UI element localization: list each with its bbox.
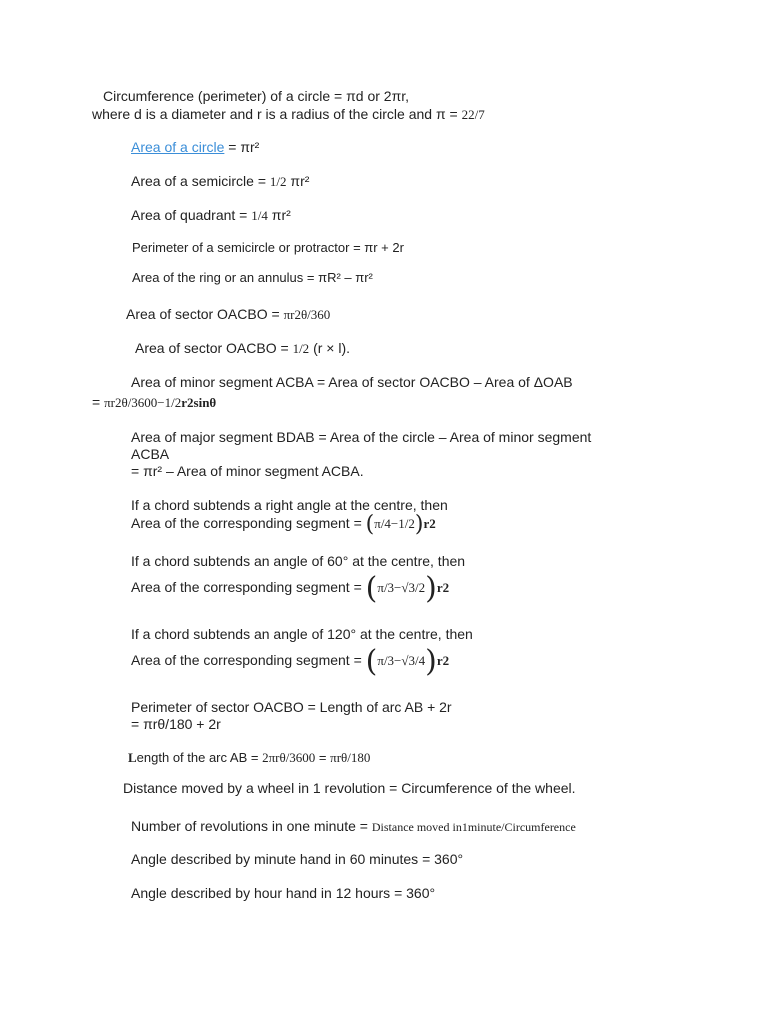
arc-formula-1: 2πrθ/3600 xyxy=(262,750,316,765)
minor-eq: = xyxy=(92,394,105,410)
revolutions-text: Number of revolutions in one minute = xyxy=(131,818,372,834)
onetwenty-line-1: If a chord subtends an angle of 120° at the centre, then xyxy=(131,626,473,642)
right-angle-text: Area of the corresponding segment = xyxy=(131,515,366,531)
major-segment-line-2: ACBA xyxy=(131,446,170,462)
perimeter-sector-line-2: = πrθ/180 + 2r xyxy=(131,716,221,732)
sector-area-line-1 xyxy=(126,306,330,323)
onetwenty-fraction: π/3−√3/4 xyxy=(377,653,426,668)
major-segment-line-3: = πr² – Area of minor segment ACBA. xyxy=(131,463,364,479)
perimeter-sector-line-1: Perimeter of sector OACBO = Length of arc AB + 2r xyxy=(131,699,452,715)
sector1-formula: πr2θ/360 xyxy=(283,307,331,322)
sixty-line-2 xyxy=(131,571,450,606)
sixty-fraction: π/3−√3/2 xyxy=(377,580,426,595)
sixty-text: Area of the corresponding segment = xyxy=(131,579,366,595)
semicircle-fraction: 1/2 xyxy=(269,174,287,189)
semicircle-line xyxy=(131,173,309,190)
open-paren: ( xyxy=(365,644,378,679)
open-paren: ( xyxy=(365,512,375,537)
sector2-rest: (r × l). xyxy=(309,340,351,356)
close-paren: ) xyxy=(425,644,437,679)
semicircle-text: Area of a semicircle = xyxy=(131,173,270,189)
open-paren: ( xyxy=(365,571,378,606)
annulus-line: Area of the ring or an annulus = πR² – πr² xyxy=(132,270,373,285)
area-of-circle-link[interactable]: Area of a circle xyxy=(131,139,225,155)
arc-formula-2: πrθ/180 xyxy=(330,750,371,765)
definition-line xyxy=(92,106,485,123)
area-circle-formula: = πr² xyxy=(224,139,260,155)
pi-value: 22/7 xyxy=(461,107,485,122)
minor-segment-line: Area of minor segment ACBA = Area of sector OACBO – Area of ΔOAB xyxy=(131,374,573,390)
quadrant-line xyxy=(131,207,291,224)
hour-hand-line: Angle described by hour hand in 12 hours = 360° xyxy=(131,885,436,901)
sector-area-line-2 xyxy=(135,340,350,357)
close-paren: ) xyxy=(414,512,424,537)
sixty-line-1: If a chord subtends an angle of 60° at the centre, then xyxy=(131,553,466,569)
onetwenty-r2: r2 xyxy=(436,653,450,668)
arc-initial: L xyxy=(128,750,137,765)
quadrant-fraction: 1/4 xyxy=(251,208,268,223)
right-angle-line-2 xyxy=(131,512,436,537)
minor-fraction: πr2θ/3600−1/2 xyxy=(104,395,182,410)
close-paren: ) xyxy=(425,571,437,606)
sixty-r2: r2 xyxy=(436,580,450,595)
minor-segment-formula xyxy=(92,394,216,411)
arc-eq: = xyxy=(315,750,331,765)
right-angle-line-1: If a chord subtends a right angle at the centre, then xyxy=(131,497,448,513)
revolutions-line xyxy=(131,818,576,835)
sector2-text: Area of sector OACBO = xyxy=(135,340,293,356)
right-angle-fraction: π/4−1/2 xyxy=(374,516,415,531)
perimeter-semicircle-line: Perimeter of a semicircle or protractor = πr + 2r xyxy=(132,240,404,255)
onetwenty-text: Area of the corresponding segment = xyxy=(131,652,366,668)
revolutions-fraction: Distance moved in1minute/Circumference xyxy=(371,820,576,834)
major-segment-line-1: Area of major segment BDAB = Area of the circle – Area of minor segment xyxy=(131,429,592,445)
right-angle-r2: r2 xyxy=(423,516,436,531)
quadrant-text: Area of quadrant = xyxy=(131,207,252,223)
area-circle-line xyxy=(131,139,259,155)
definition-text: where d is a diameter and r is a radius of the circle and π = xyxy=(92,106,462,122)
onetwenty-line-2 xyxy=(131,644,450,679)
minute-hand-line: Angle described by minute hand in 60 minutes = 360° xyxy=(131,851,464,867)
wheel-line: Distance moved by a wheel in 1 revolution = Circumference of the wheel. xyxy=(123,780,576,796)
sector2-fraction: 1/2 xyxy=(292,341,310,356)
arc-length-line xyxy=(128,750,370,766)
semicircle-formula: πr² xyxy=(286,173,310,189)
minor-sin: r2sinθ xyxy=(181,395,217,410)
circumference-line: Circumference (perimeter) of a circle = πd or 2πr, xyxy=(103,88,410,104)
arc-text: ength of the arc AB = xyxy=(136,750,263,765)
sector1-text: Area of sector OACBO = xyxy=(126,306,284,322)
quadrant-formula: πr² xyxy=(267,207,291,223)
